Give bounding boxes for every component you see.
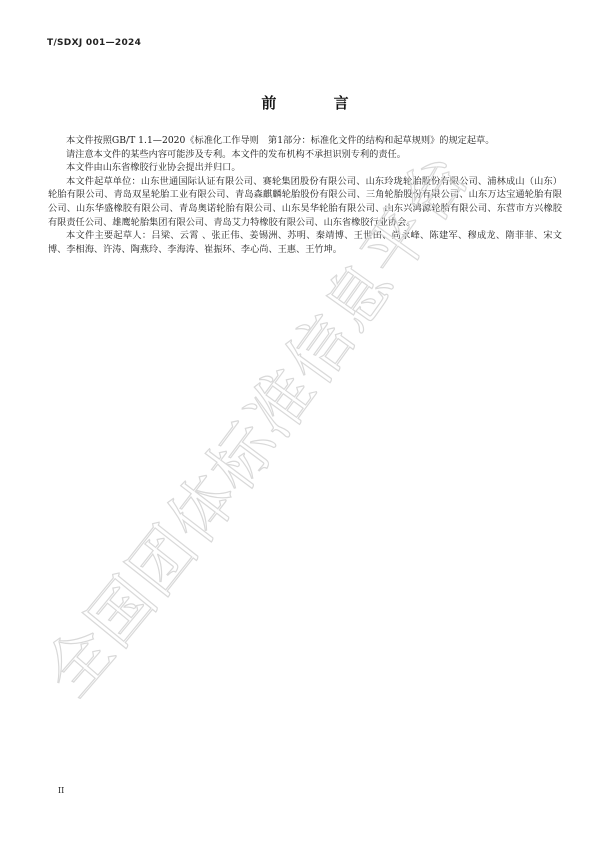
paragraph-drafting-units: 本文件起草单位：山东世通国际认证有限公司、赛轮集团股份有限公司、山东玲珑轮胎股份有限公司、浦林成山（山东）轮胎有限公司、青岛双星轮胎工业有限公司、青岛森麒麟轮胎股份有限公司、三角轮胎股份有限公司、山东万达宝通轮胎有限公司、山东华盛橡胶有限公司、青岛奥诺轮胎有限公司、山东昊华轮胎有限公司、山东兴鸿源轮胎有限公司、东营市方兴橡胶有限责任公司、雄鹰轮胎集团有限公司、青岛艾力特橡胶有限公司、山东省橡胶行业协会。 [48, 175, 562, 228]
paragraph-drafters: 本文件主要起草人：吕梁、云霄 、张正伟、姜锡洲、苏明、秦靖博、王世田、尚永峰、陈建军、穆成龙、隋菲菲、宋文博、李相海、许涛、陶燕玲、李海涛、崔振环、李心尚、王惠、王竹坤。 [48, 230, 562, 255]
document-id: T/SDXJ 001—2024 [47, 38, 142, 48]
paragraph-patent-notice: 请注意本文件的某些内容可能涉及专利。本文件的发布机构不承担识别专利的责任。 [66, 148, 406, 160]
paragraph-proposer: 本文件由山东省橡胶行业协会提出并归口。 [66, 162, 241, 174]
watermark-text-path: 全国团体标准信息平台 [31, 140, 486, 711]
paragraph-drafting-rules: 本文件按照GB/T 1.1—2020《标准化工作导则 第1部分：标准化文件的结构和起草规则》的规定起草。 [66, 135, 495, 146]
page-title: 前 言 [261, 94, 375, 112]
page-number: II [58, 786, 65, 795]
foreword-body [48, 134, 562, 256]
